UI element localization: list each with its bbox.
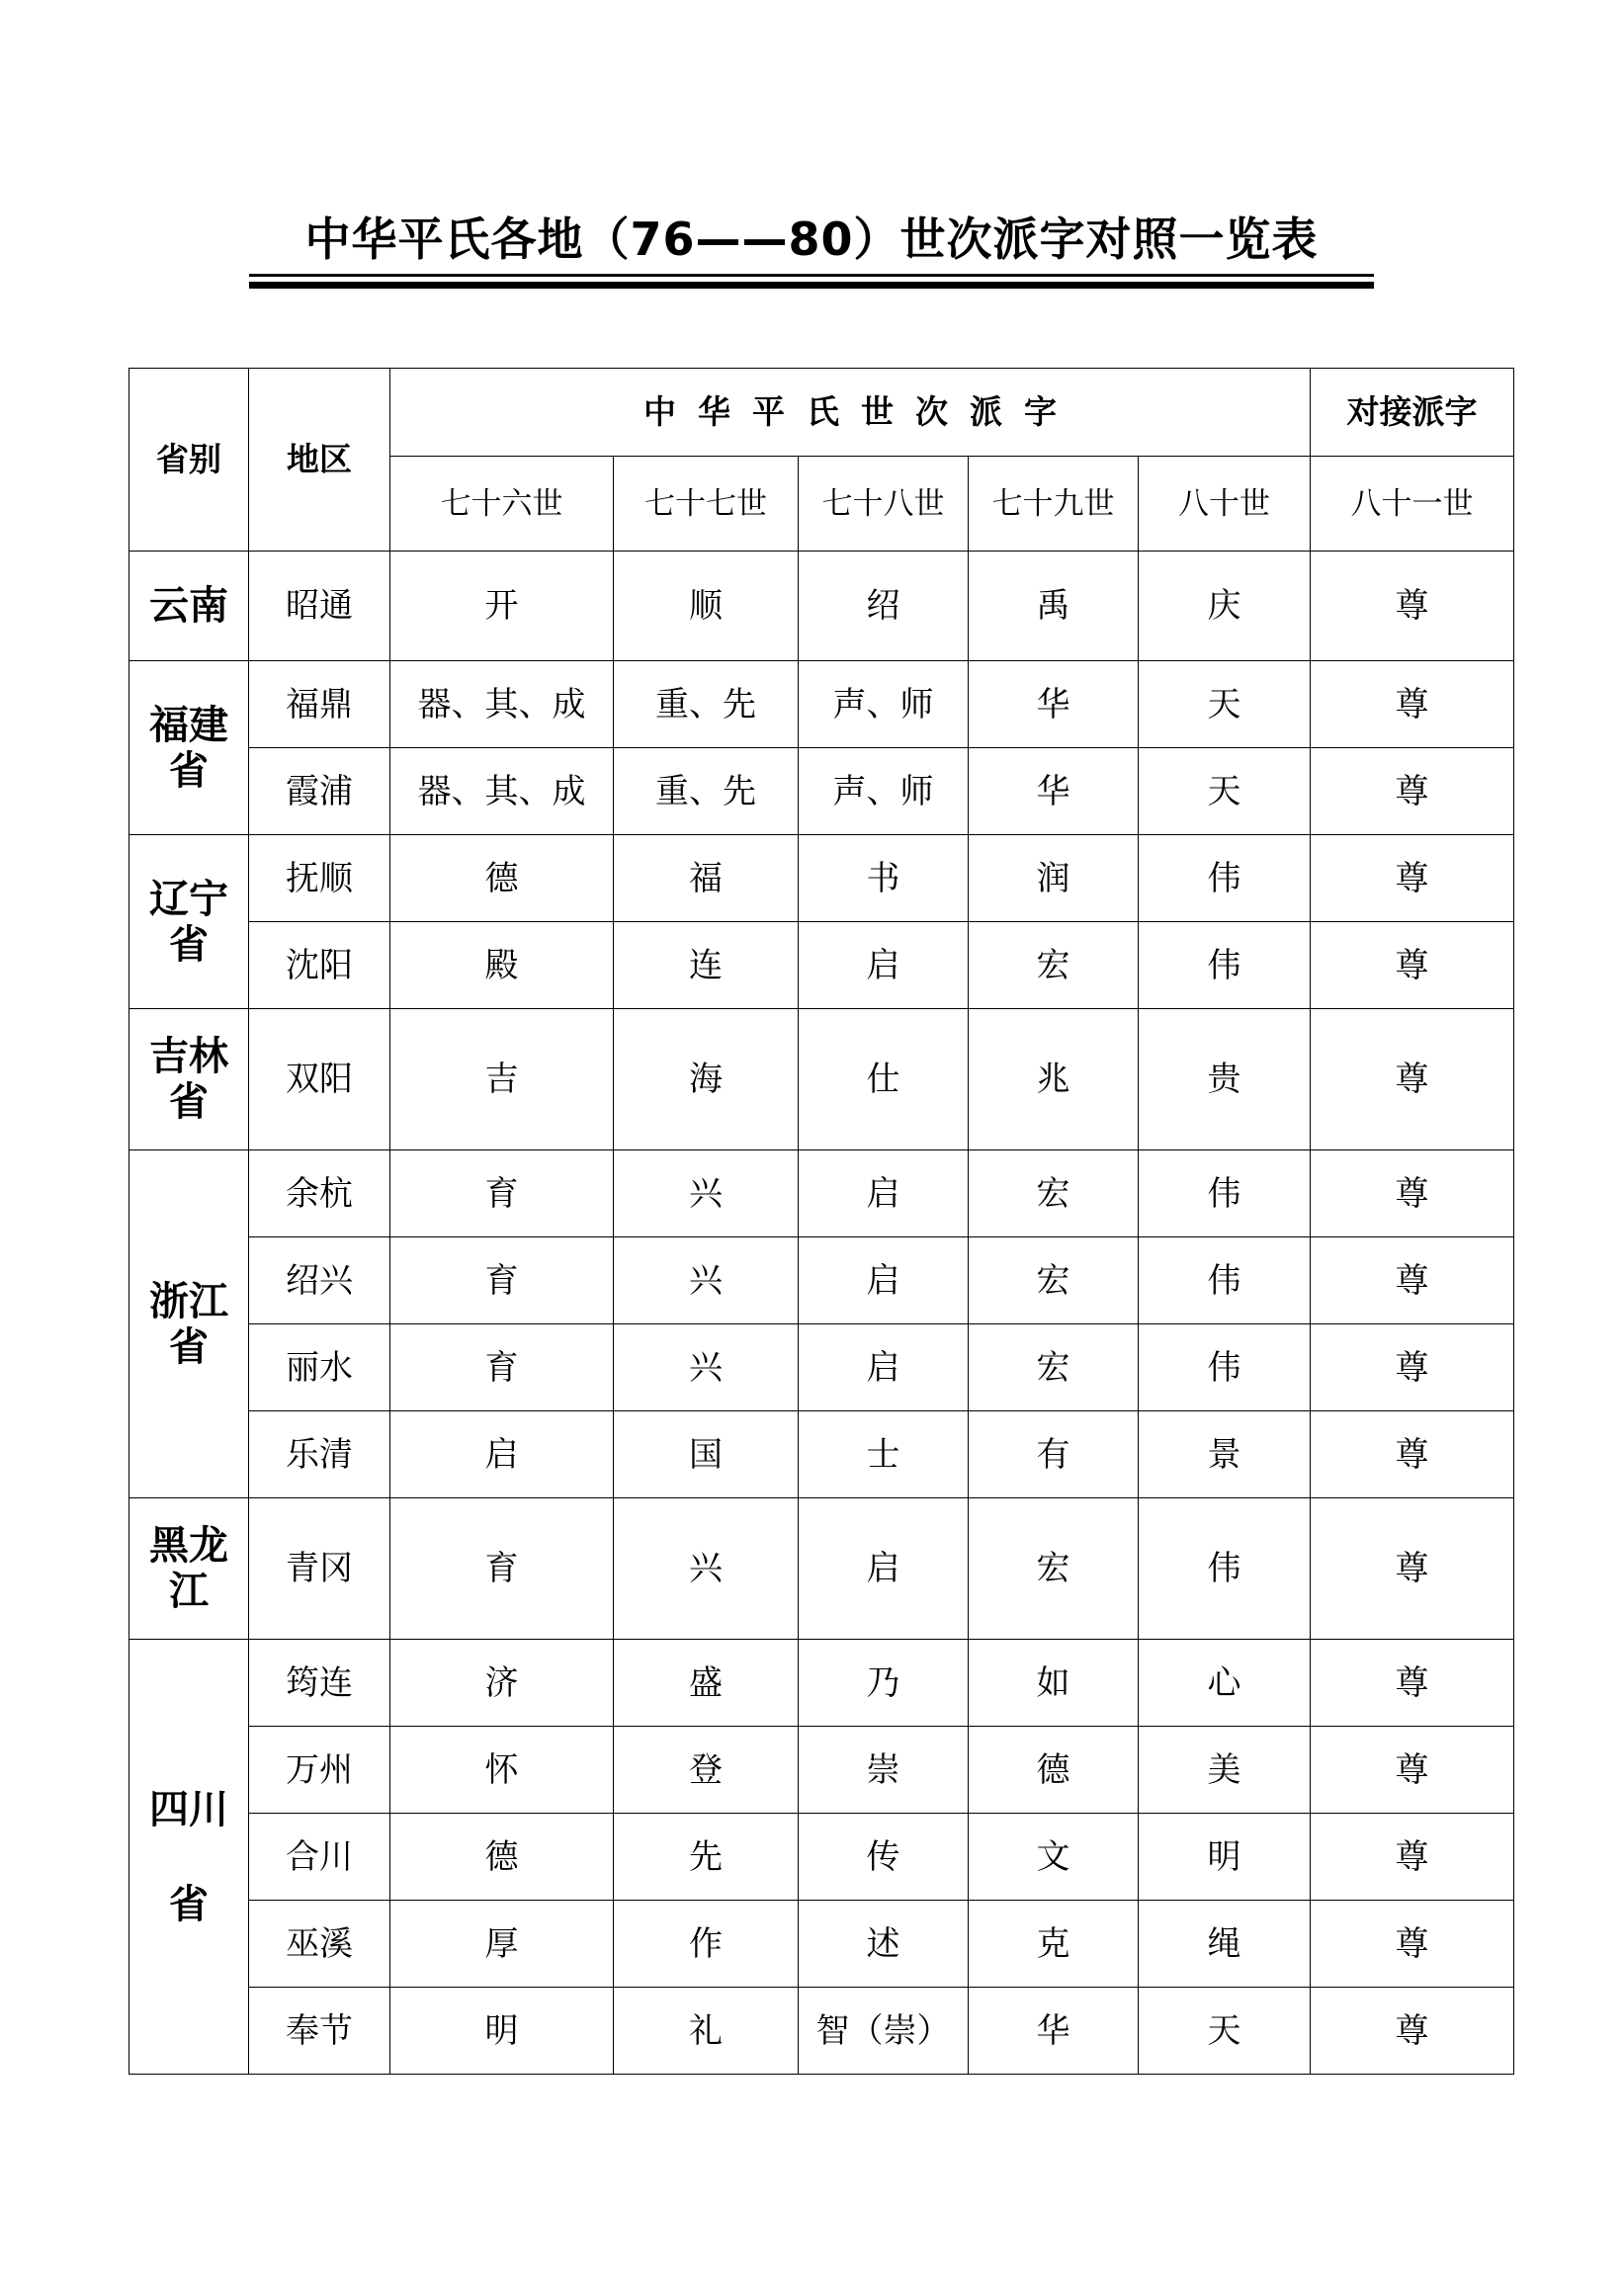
region-cell: 巫溪	[249, 1901, 390, 1988]
generation-char-cell: 美	[1139, 1727, 1311, 1814]
next-generation-char-cell: 尊	[1311, 922, 1514, 1009]
table-row	[129, 1988, 1514, 2075]
region-cell: 绍兴	[249, 1237, 390, 1324]
table-row	[129, 922, 1514, 1009]
province-cell: 福建省	[129, 661, 249, 835]
next-generation-char-cell: 尊	[1311, 1009, 1514, 1150]
generation-char-cell: 兆	[969, 1009, 1139, 1150]
region-cell: 福鼎	[249, 661, 390, 748]
next-generation-char-cell: 尊	[1311, 1988, 1514, 2075]
header-generation-79: 七十九世	[969, 457, 1139, 552]
generation-char-cell: 禹	[969, 552, 1139, 661]
generation-char-cell: 宏	[969, 922, 1139, 1009]
region-cell: 万州	[249, 1727, 390, 1814]
generation-char-cell: 智（崇）	[799, 1988, 969, 2075]
next-generation-char-cell: 尊	[1311, 1640, 1514, 1727]
region-cell: 抚顺	[249, 835, 390, 922]
generation-char-cell: 礼	[614, 1988, 799, 2075]
header-row-top	[129, 369, 1514, 457]
table-row	[129, 1498, 1514, 1640]
table-row	[129, 1150, 1514, 1237]
generation-char-cell: 仕	[799, 1009, 969, 1150]
generation-char-cell: 兴	[614, 1150, 799, 1237]
generation-char-cell: 明	[1139, 1814, 1311, 1901]
generation-char-cell: 庆	[1139, 552, 1311, 661]
region-cell: 筠连	[249, 1640, 390, 1727]
generation-char-cell: 殿	[390, 922, 614, 1009]
table-row	[129, 1009, 1514, 1150]
header-generation-81: 八十一世	[1311, 457, 1514, 552]
next-generation-char-cell: 尊	[1311, 661, 1514, 748]
province-cell: 辽宁省	[129, 835, 249, 1009]
province-cell: 吉林省	[129, 1009, 249, 1150]
table-row	[129, 1237, 1514, 1324]
generation-char-cell: 伟	[1139, 1324, 1311, 1411]
generation-char-cell: 克	[969, 1901, 1139, 1988]
next-generation-char-cell: 尊	[1311, 835, 1514, 922]
table-row	[129, 1901, 1514, 1988]
next-generation-char-cell: 尊	[1311, 1324, 1514, 1411]
generation-char-cell: 伟	[1139, 1498, 1311, 1640]
header-province: 省别	[129, 369, 249, 552]
generation-char-cell: 润	[969, 835, 1139, 922]
generation-char-cell: 传	[799, 1814, 969, 1901]
generation-char-cell: 兴	[614, 1324, 799, 1411]
next-generation-char-cell: 尊	[1311, 1498, 1514, 1640]
region-cell: 青冈	[249, 1498, 390, 1640]
generation-char-cell: 声、师	[799, 748, 969, 835]
generation-char-cell: 伟	[1139, 1150, 1311, 1237]
header-generation-76: 七十六世	[390, 457, 614, 552]
generation-char-cell: 国	[614, 1411, 799, 1498]
generation-char-cell: 华	[969, 1988, 1139, 2075]
generation-char-cell: 华	[969, 748, 1139, 835]
generation-char-cell: 作	[614, 1901, 799, 1988]
next-generation-char-cell: 尊	[1311, 1727, 1514, 1814]
header-generation-77: 七十七世	[614, 457, 799, 552]
generation-char-cell: 启	[799, 1498, 969, 1640]
next-generation-char-cell: 尊	[1311, 1237, 1514, 1324]
title-underline-thick	[249, 282, 1374, 289]
generation-char-cell: 重、先	[614, 661, 799, 748]
header-generation-80: 八十世	[1139, 457, 1311, 552]
generation-char-cell: 伟	[1139, 1237, 1311, 1324]
generation-char-cell: 育	[390, 1324, 614, 1411]
generation-char-cell: 启	[799, 1237, 969, 1324]
table-row	[129, 552, 1514, 661]
next-generation-char-cell: 尊	[1311, 552, 1514, 661]
generation-char-cell: 绳	[1139, 1901, 1311, 1988]
table-row	[129, 1324, 1514, 1411]
table-row	[129, 1411, 1514, 1498]
generation-char-cell: 福	[614, 835, 799, 922]
table-row	[129, 1727, 1514, 1814]
generation-char-cell: 育	[390, 1237, 614, 1324]
generation-char-cell: 宏	[969, 1150, 1139, 1237]
generation-char-cell: 天	[1139, 661, 1311, 748]
table-row	[129, 1640, 1514, 1727]
generation-char-cell: 伟	[1139, 922, 1311, 1009]
generation-char-cell: 育	[390, 1150, 614, 1237]
generation-char-cell: 心	[1139, 1640, 1311, 1727]
generation-char-cell: 器、其、成	[390, 748, 614, 835]
region-cell: 霞浦	[249, 748, 390, 835]
region-cell: 双阳	[249, 1009, 390, 1150]
generation-char-cell: 济	[390, 1640, 614, 1727]
generation-char-cell: 德	[390, 835, 614, 922]
generation-char-cell: 述	[799, 1901, 969, 1988]
table-row	[129, 748, 1514, 835]
region-cell: 余杭	[249, 1150, 390, 1237]
generation-char-cell: 启	[799, 1150, 969, 1237]
generation-char-cell: 兴	[614, 1498, 799, 1640]
generation-char-cell: 启	[799, 1324, 969, 1411]
generation-char-cell: 贵	[1139, 1009, 1311, 1150]
generation-char-cell: 器、其、成	[390, 661, 614, 748]
generation-char-cell: 登	[614, 1727, 799, 1814]
generation-char-cell: 书	[799, 835, 969, 922]
generation-char-cell: 怀	[390, 1727, 614, 1814]
generation-char-cell: 绍	[799, 552, 969, 661]
generation-char-cell: 启	[799, 922, 969, 1009]
region-cell: 丽水	[249, 1324, 390, 1411]
generation-char-cell: 盛	[614, 1640, 799, 1727]
province-cell: 黑龙江	[129, 1498, 249, 1640]
generation-char-cell: 育	[390, 1498, 614, 1640]
region-cell: 合川	[249, 1814, 390, 1901]
generation-char-cell: 连	[614, 922, 799, 1009]
generation-char-cell: 崇	[799, 1727, 969, 1814]
title-underline-thin	[249, 274, 1374, 277]
province-cell: 四川省	[129, 1640, 249, 2075]
generation-char-cell: 启	[390, 1411, 614, 1498]
generation-char-cell: 天	[1139, 1988, 1311, 2075]
table-row	[129, 835, 1514, 922]
generation-char-cell: 天	[1139, 748, 1311, 835]
province-cell: 云南	[129, 552, 249, 661]
generation-char-cell: 文	[969, 1814, 1139, 1901]
generation-char-cell: 士	[799, 1411, 969, 1498]
generation-char-cell: 宏	[969, 1498, 1139, 1640]
next-generation-char-cell: 尊	[1311, 1411, 1514, 1498]
region-cell: 乐清	[249, 1411, 390, 1498]
region-cell: 沈阳	[249, 922, 390, 1009]
generation-char-cell: 吉	[390, 1009, 614, 1150]
table-row	[129, 661, 1514, 748]
generation-char-cell: 重、先	[614, 748, 799, 835]
region-cell: 昭通	[249, 552, 390, 661]
header-generation-group: 中华平氏世次派字	[390, 369, 1311, 457]
generation-char-cell: 顺	[614, 552, 799, 661]
generation-char-cell: 如	[969, 1640, 1139, 1727]
next-generation-char-cell: 尊	[1311, 1901, 1514, 1988]
generation-char-cell: 华	[969, 661, 1139, 748]
lineage-table	[128, 368, 1514, 2075]
header-region: 地区	[249, 369, 390, 552]
generation-char-cell: 开	[390, 552, 614, 661]
table-row	[129, 1814, 1514, 1901]
lineage-table-body	[129, 369, 1514, 2075]
generation-char-cell: 伟	[1139, 835, 1311, 922]
generation-char-cell: 海	[614, 1009, 799, 1150]
generation-char-cell: 景	[1139, 1411, 1311, 1498]
page-title: 中华平氏各地（76——80）世次派字对照一览表	[304, 213, 1319, 266]
generation-char-cell: 兴	[614, 1237, 799, 1324]
generation-char-cell: 乃	[799, 1640, 969, 1727]
province-cell: 浙江省	[129, 1150, 249, 1498]
generation-char-cell: 声、师	[799, 661, 969, 748]
generation-char-cell: 德	[390, 1814, 614, 1901]
generation-char-cell: 先	[614, 1814, 799, 1901]
generation-char-cell: 宏	[969, 1237, 1139, 1324]
header-connection-group: 对接派字	[1311, 369, 1514, 457]
next-generation-char-cell: 尊	[1311, 1150, 1514, 1237]
next-generation-char-cell: 尊	[1311, 1814, 1514, 1901]
generation-char-cell: 明	[390, 1988, 614, 2075]
header-generation-78: 七十八世	[799, 457, 969, 552]
generation-char-cell: 德	[969, 1727, 1139, 1814]
generation-char-cell: 宏	[969, 1324, 1139, 1411]
next-generation-char-cell: 尊	[1311, 748, 1514, 835]
region-cell: 奉节	[249, 1988, 390, 2075]
generation-char-cell: 有	[969, 1411, 1139, 1498]
generation-char-cell: 厚	[390, 1901, 614, 1988]
